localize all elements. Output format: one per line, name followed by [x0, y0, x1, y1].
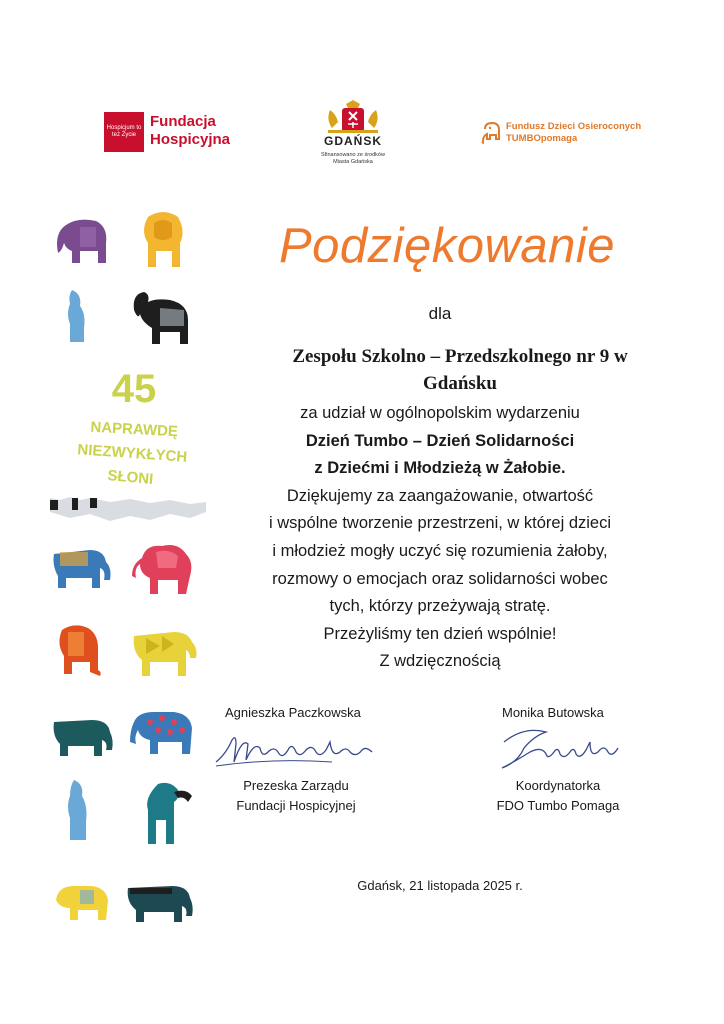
right-role-line1: Koordynatorka [515, 778, 601, 793]
black-elephant-illustration [130, 288, 192, 348]
body-line: tych, którzy przeżywają stratę. [329, 597, 551, 616]
small-blue-elephant-illustration [64, 778, 92, 842]
gdansk-logo-name: GDAŃSK [323, 134, 382, 148]
pink-dotted-elephant-illustration [130, 708, 194, 758]
body-line: Dziękujemy za zaangażowanie, otwartość [286, 486, 594, 505]
body-line: za udział w ogólnopolskim wydarzeniu [300, 404, 580, 422]
for-label: dla [428, 304, 452, 323]
right-signatory-name: Monika Butowska [502, 705, 604, 720]
blue-patterned-elephant-illustration [52, 546, 114, 592]
left-role-line1: Prezeska Zarządu [243, 778, 349, 793]
recipient-line2: Gdańsku [423, 373, 497, 394]
torn-paper-strip [50, 494, 206, 524]
pink-elephant-illustration [132, 538, 196, 600]
campaign-line2: NIEZWYKŁYCH [76, 441, 188, 466]
campaign-number: 45 [111, 367, 157, 411]
body-line: Przeżyliśmy ten dzień wspólnie! [323, 624, 557, 643]
left-role-line2: Fundacji Hospicyjnej [236, 798, 356, 813]
body-line: rozmowy o emocjach oraz solidarności wobec [272, 569, 608, 588]
closing-line: Z wdzięcznością [379, 652, 501, 671]
document-date: Gdańsk, 21 listopada 2025 r. [357, 878, 523, 893]
campaign-line1: NAPRAWDĘ [90, 418, 179, 441]
body-line: i wspólne tworzenie przestrzeni, w której dzieci [268, 514, 612, 533]
campaign-line3: SŁONI [106, 467, 154, 488]
gdansk-crest-icon [322, 100, 384, 134]
body-line: i młodzież mogły uczyć się rozumienia żałoby, [272, 541, 608, 560]
left-handwritten-signature [212, 728, 382, 772]
fundacja-logo-line1: Fundacja [150, 113, 216, 130]
right-signatory-role [478, 776, 638, 816]
right-role-line2: FDO Tumbo Pomaga [496, 798, 620, 813]
left-signatory-role [216, 776, 376, 816]
tumbo-logo-line2: TUMBOpomaga [506, 133, 578, 144]
light-yellow-elephant-illustration [130, 626, 200, 680]
dark-teal-elephant-illustration [126, 880, 196, 926]
yellow-patterned-elephant-illustration [52, 880, 110, 924]
purple-elephant-illustration [52, 213, 110, 267]
yellow-elephant-illustration [138, 207, 188, 271]
blue-elephant-illustration [64, 288, 88, 344]
fundacja-hospicyjna-logo-mark [104, 112, 144, 152]
elephants-campaign-artwork [48, 362, 218, 492]
fundacja-logo-line2: Hospicyjna [150, 131, 231, 148]
event-name-line: Dzień Tumbo – Dzień Solidarności [305, 431, 575, 450]
orange-elephant-illustration [54, 622, 104, 678]
fundacja-logo-box-text: Hospicjum to też Życie [106, 125, 142, 138]
left-signatory-name: Agnieszka Paczkowska [225, 705, 361, 720]
recipient-line1: Zespołu Szkolno – Przedszkolnego nr 9 w [292, 346, 628, 367]
gdansk-sub-line1: Sfinansowano ze środków [321, 152, 385, 158]
tumbo-logo-text [506, 121, 641, 145]
tumbo-elephant-icon [481, 121, 503, 145]
document-title: Podziękowanie [278, 219, 616, 273]
teal-standing-elephant-illustration [140, 780, 196, 850]
fundacja-hospicyjna-logo-text [150, 113, 230, 149]
event-name-line: z Dziećmi i Młodzieżą w Żałobie. [314, 459, 566, 478]
tumbo-logo-line1: Fundusz Dzieci Osieroconych [506, 121, 642, 132]
teal-elephant-illustration [52, 712, 114, 758]
gdansk-sub-line2: Miasta Gdańska [333, 159, 373, 165]
recipient-name [240, 343, 680, 397]
gdansk-logo-subtitle [300, 152, 406, 166]
letter-body [210, 400, 670, 676]
right-handwritten-signature [502, 730, 618, 768]
